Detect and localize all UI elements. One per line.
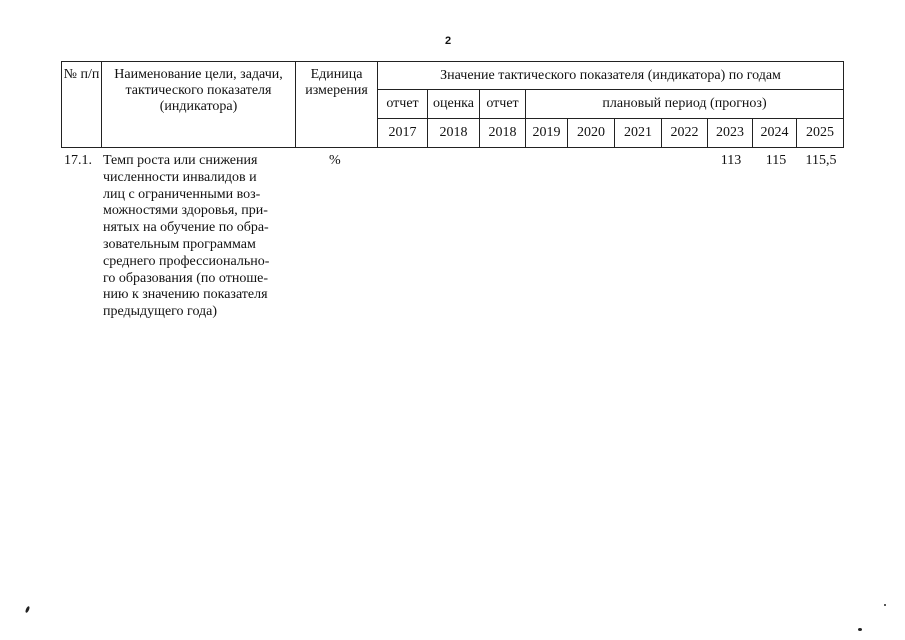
indicator-name-line: зовательным программам [103,236,256,252]
header-year: 2017 [378,119,428,148]
indicator-name-line: лиц с ограниченными воз- [103,186,261,202]
header-year: 2018 [428,119,480,148]
indicator-name [103,153,294,321]
indicator-name-line: численности инвалидов и [103,169,257,185]
indicator-name-line: го образования (по отноше- [103,270,268,286]
indicator-name-line: предыдущего года) [103,304,218,320]
indicator-name-line: нию к значению показателя [103,287,268,303]
scan-speck [25,606,31,614]
scan-speck [858,628,862,631]
header-year: 2024 [753,119,797,148]
value-2023: 113 [720,153,742,168]
header-year: 2025 [797,119,844,148]
indicator-name-line: Темп роста или снижения [103,153,258,168]
row-number: 17.1. [64,153,92,168]
header-plan-period: плановый период (прогноз) [526,90,844,119]
header-report-1: отчет [378,90,428,119]
header-estimate: оценка [428,90,480,119]
header-year: 2021 [615,119,662,148]
indicator-name-line: среднего профессионально- [103,253,270,269]
header-year: 2022 [662,119,708,148]
header-name: Наименование цели, задачи, тактического показателя (индикатора) [102,62,296,148]
page-number: 2 [445,35,452,47]
value-2025: 115,5 [805,153,837,168]
unit-value: % [329,153,341,168]
header-year: 2023 [708,119,753,148]
indicator-table-header [61,61,844,148]
scan-speck [884,604,886,606]
header-year: 2018 [480,119,526,148]
header-year: 2019 [526,119,568,148]
header-year: 2020 [568,119,615,148]
header-unit: Единица измерения [296,62,378,148]
value-2024: 115 [765,153,787,168]
header-num: № п/п [62,62,102,148]
header-report-2: отчет [480,90,526,119]
header-values: Значение тактического показателя (индикатора) по годам [378,62,844,90]
indicator-name-line: можностями здоровья, при- [103,203,268,219]
indicator-name-line: нятых на обучение по обра- [103,220,269,236]
